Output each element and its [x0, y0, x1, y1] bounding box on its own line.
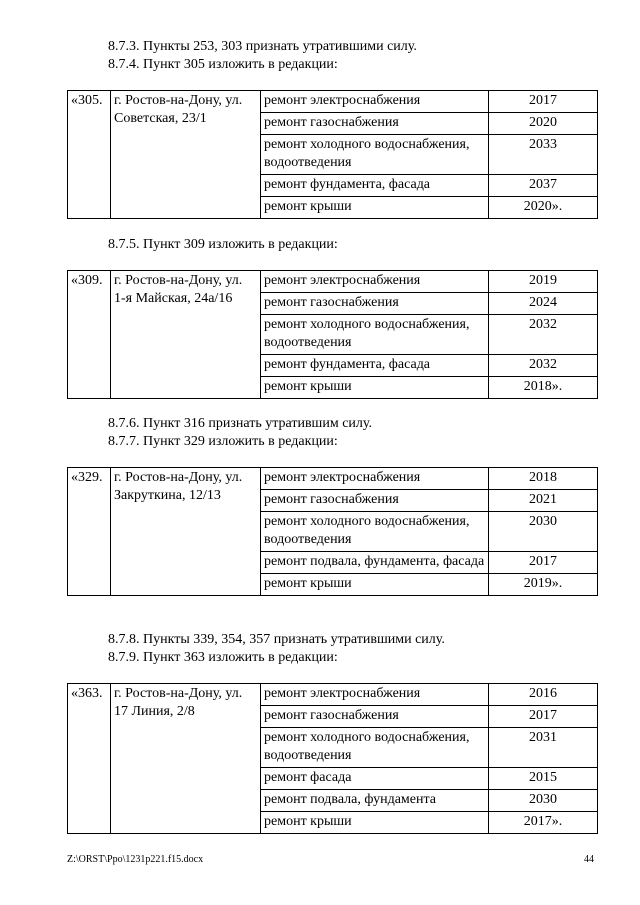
year-cell: 2020». — [489, 197, 598, 219]
work-type-cell: ремонт газоснабжения — [261, 293, 489, 315]
work-type-cell: ремонт подвала, фундамента, фасада — [261, 552, 489, 574]
year-cell: 2016 — [489, 684, 598, 706]
table-row — [68, 468, 598, 490]
paragraph-8-7-6: 8.7.6. Пункт 316 признать утратившим силу. — [108, 416, 372, 431]
paragraph-8-7-9: 8.7.9. Пункт 363 изложить в редакции: — [108, 650, 338, 665]
item-address: г. Ростов-на-Дону, ул. 1-я Майская, 24а/16 — [111, 271, 261, 399]
paragraph-8-7-5: 8.7.5. Пункт 309 изложить в редакции: — [108, 237, 338, 252]
work-type-cell: ремонт газоснабжения — [261, 113, 489, 135]
item-address: г. Ростов-на-Дону, ул. 17 Линия, 2/8 — [111, 684, 261, 834]
work-type-cell: ремонт газоснабжения — [261, 706, 489, 728]
work-type-cell: ремонт холодного водоснабжения, водоотведения — [261, 512, 489, 552]
year-cell: 2031 — [489, 728, 598, 768]
work-type-cell: ремонт фундамента, фасада — [261, 175, 489, 197]
work-type-cell: ремонт электроснабжения — [261, 468, 489, 490]
work-type-cell: ремонт электроснабжения — [261, 684, 489, 706]
table-row — [68, 684, 598, 706]
year-cell: 2033 — [489, 135, 598, 175]
year-cell: 2024 — [489, 293, 598, 315]
year-cell: 2019». — [489, 574, 598, 596]
year-cell: 2017 — [489, 706, 598, 728]
paragraph-8-7-4: 8.7.4. Пункт 305 изложить в редакции: — [108, 57, 338, 72]
work-type-cell: ремонт электроснабжения — [261, 91, 489, 113]
work-type-cell: ремонт фундамента, фасада — [261, 355, 489, 377]
work-type-cell: ремонт подвала, фундамента — [261, 790, 489, 812]
paragraph-8-7-3: 8.7.3. Пункты 253, 303 признать утратившими силу. — [108, 39, 417, 54]
work-type-cell: ремонт фасада — [261, 768, 489, 790]
work-type-cell: ремонт крыши — [261, 377, 489, 399]
item-number: «305. — [68, 91, 111, 219]
year-cell: 2037 — [489, 175, 598, 197]
item-number: «363. — [68, 684, 111, 834]
year-cell: 2017 — [489, 91, 598, 113]
work-type-cell: ремонт холодного водоснабжения, водоотведения — [261, 135, 489, 175]
item-address: г. Ростов-на-Дону, ул. Закруткина, 12/13 — [111, 468, 261, 596]
page-number: 44 — [584, 854, 594, 865]
work-type-cell: ремонт крыши — [261, 812, 489, 834]
year-cell: 2017». — [489, 812, 598, 834]
year-cell: 2032 — [489, 315, 598, 355]
work-type-cell: ремонт крыши — [261, 574, 489, 596]
table-item-305 — [67, 90, 598, 219]
year-cell: 2019 — [489, 271, 598, 293]
table-item-309 — [67, 270, 598, 399]
year-cell: 2015 — [489, 768, 598, 790]
table-row — [68, 271, 598, 293]
year-cell: 2032 — [489, 355, 598, 377]
item-number: «329. — [68, 468, 111, 596]
year-cell: 2030 — [489, 790, 598, 812]
work-type-cell: ремонт холодного водоснабжения, водоотведения — [261, 315, 489, 355]
paragraph-8-7-8: 8.7.8. Пункты 339, 354, 357 признать утратившими силу. — [108, 632, 445, 647]
table-row — [68, 91, 598, 113]
work-type-cell: ремонт холодного водоснабжения, водоотведения — [261, 728, 489, 768]
table-item-363 — [67, 683, 598, 834]
work-type-cell: ремонт электроснабжения — [261, 271, 489, 293]
year-cell: 2017 — [489, 552, 598, 574]
work-type-cell: ремонт крыши — [261, 197, 489, 219]
item-address: г. Ростов-на-Дону, ул. Советская, 23/1 — [111, 91, 261, 219]
year-cell: 2018». — [489, 377, 598, 399]
year-cell: 2030 — [489, 512, 598, 552]
table-item-329 — [67, 467, 598, 596]
paragraph-8-7-7: 8.7.7. Пункт 329 изложить в редакции: — [108, 434, 338, 449]
year-cell: 2020 — [489, 113, 598, 135]
footer-file-path: Z:\ORST\Ppo\1231p221.f15.docx — [67, 854, 204, 865]
item-number: «309. — [68, 271, 111, 399]
work-type-cell: ремонт газоснабжения — [261, 490, 489, 512]
year-cell: 2018 — [489, 468, 598, 490]
year-cell: 2021 — [489, 490, 598, 512]
